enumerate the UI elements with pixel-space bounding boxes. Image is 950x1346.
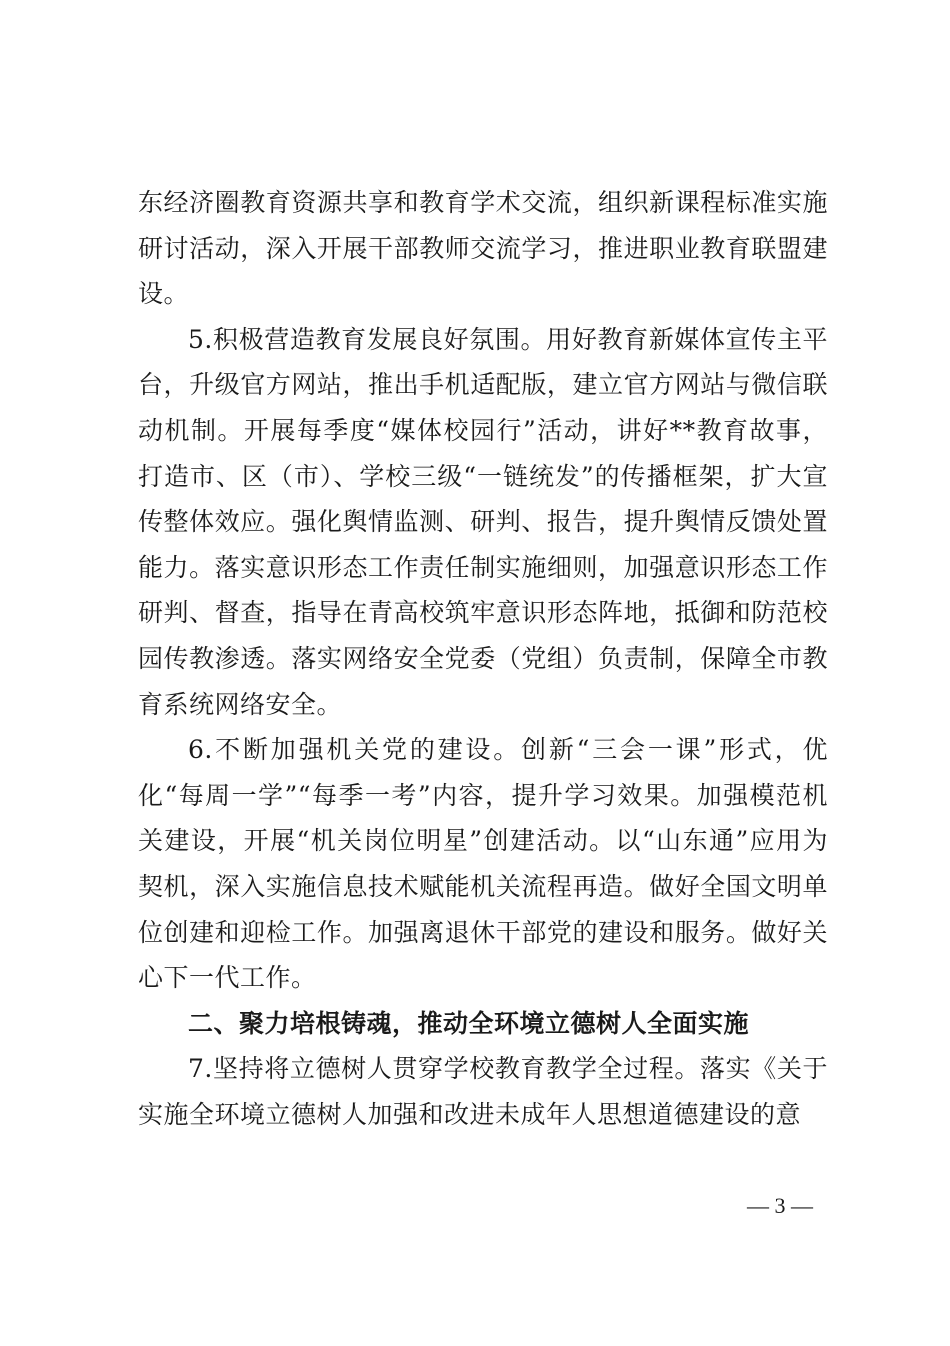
section-heading-2: 二、聚力培根铸魂，推动全环境立德树人全面实施 <box>188 1008 750 1038</box>
paragraph-item-6: 6.不断加强机关党的建设。创新“三会一课”形式，优化“每周一学”“每季一考”内容，提升学习效果。加强模范机关建设，开展“机关岗位明星”创建活动。以“山东通”应用为契机，深入实施信息技术赋能机关流程再造。做好全国文明单位创建和迎检工作。加强离退休干部党的建设和服务。做好关心下一代工作。 <box>138 735 828 993</box>
paragraph-item-5: 5.积极营造教育发展良好氛围。用好教育新媒体宣传主平台，升级官方网站，推出手机适配版，建立官方网站与微信联动机制。开展每季度“媒体校园行”活动，讲好**教育故事，打造市、区（市）、学校三级“一链统发”的传播框架，扩大宣传整体效应。强化舆情监测、研判、报告，提升舆情反馈处置能力。落实意识形态工作责任制实施细则，加强意识形态工作研判、督查，指导在青高校筑牢意识形态阵地，抵御和防范校园传教渗透。落实网络安全党委（党组）负责制，保障全市教育系统网络安全。 <box>138 324 828 719</box>
document-body <box>138 180 828 1137</box>
paragraph-item-7: 7.坚持将立德树人贯穿学校教育教学全过程。落实《关于实施全环境立德树人加强和改进未成年人思想道德建设的意 <box>138 1054 828 1129</box>
page-number: — 3 — <box>747 1193 813 1218</box>
paragraph-continuation: 东经济圈教育资源共享和教育学术交流，组织新课程标准实施研讨活动，深入开展干部教师交流学习，推进职业教育联盟建设。 <box>138 188 828 309</box>
